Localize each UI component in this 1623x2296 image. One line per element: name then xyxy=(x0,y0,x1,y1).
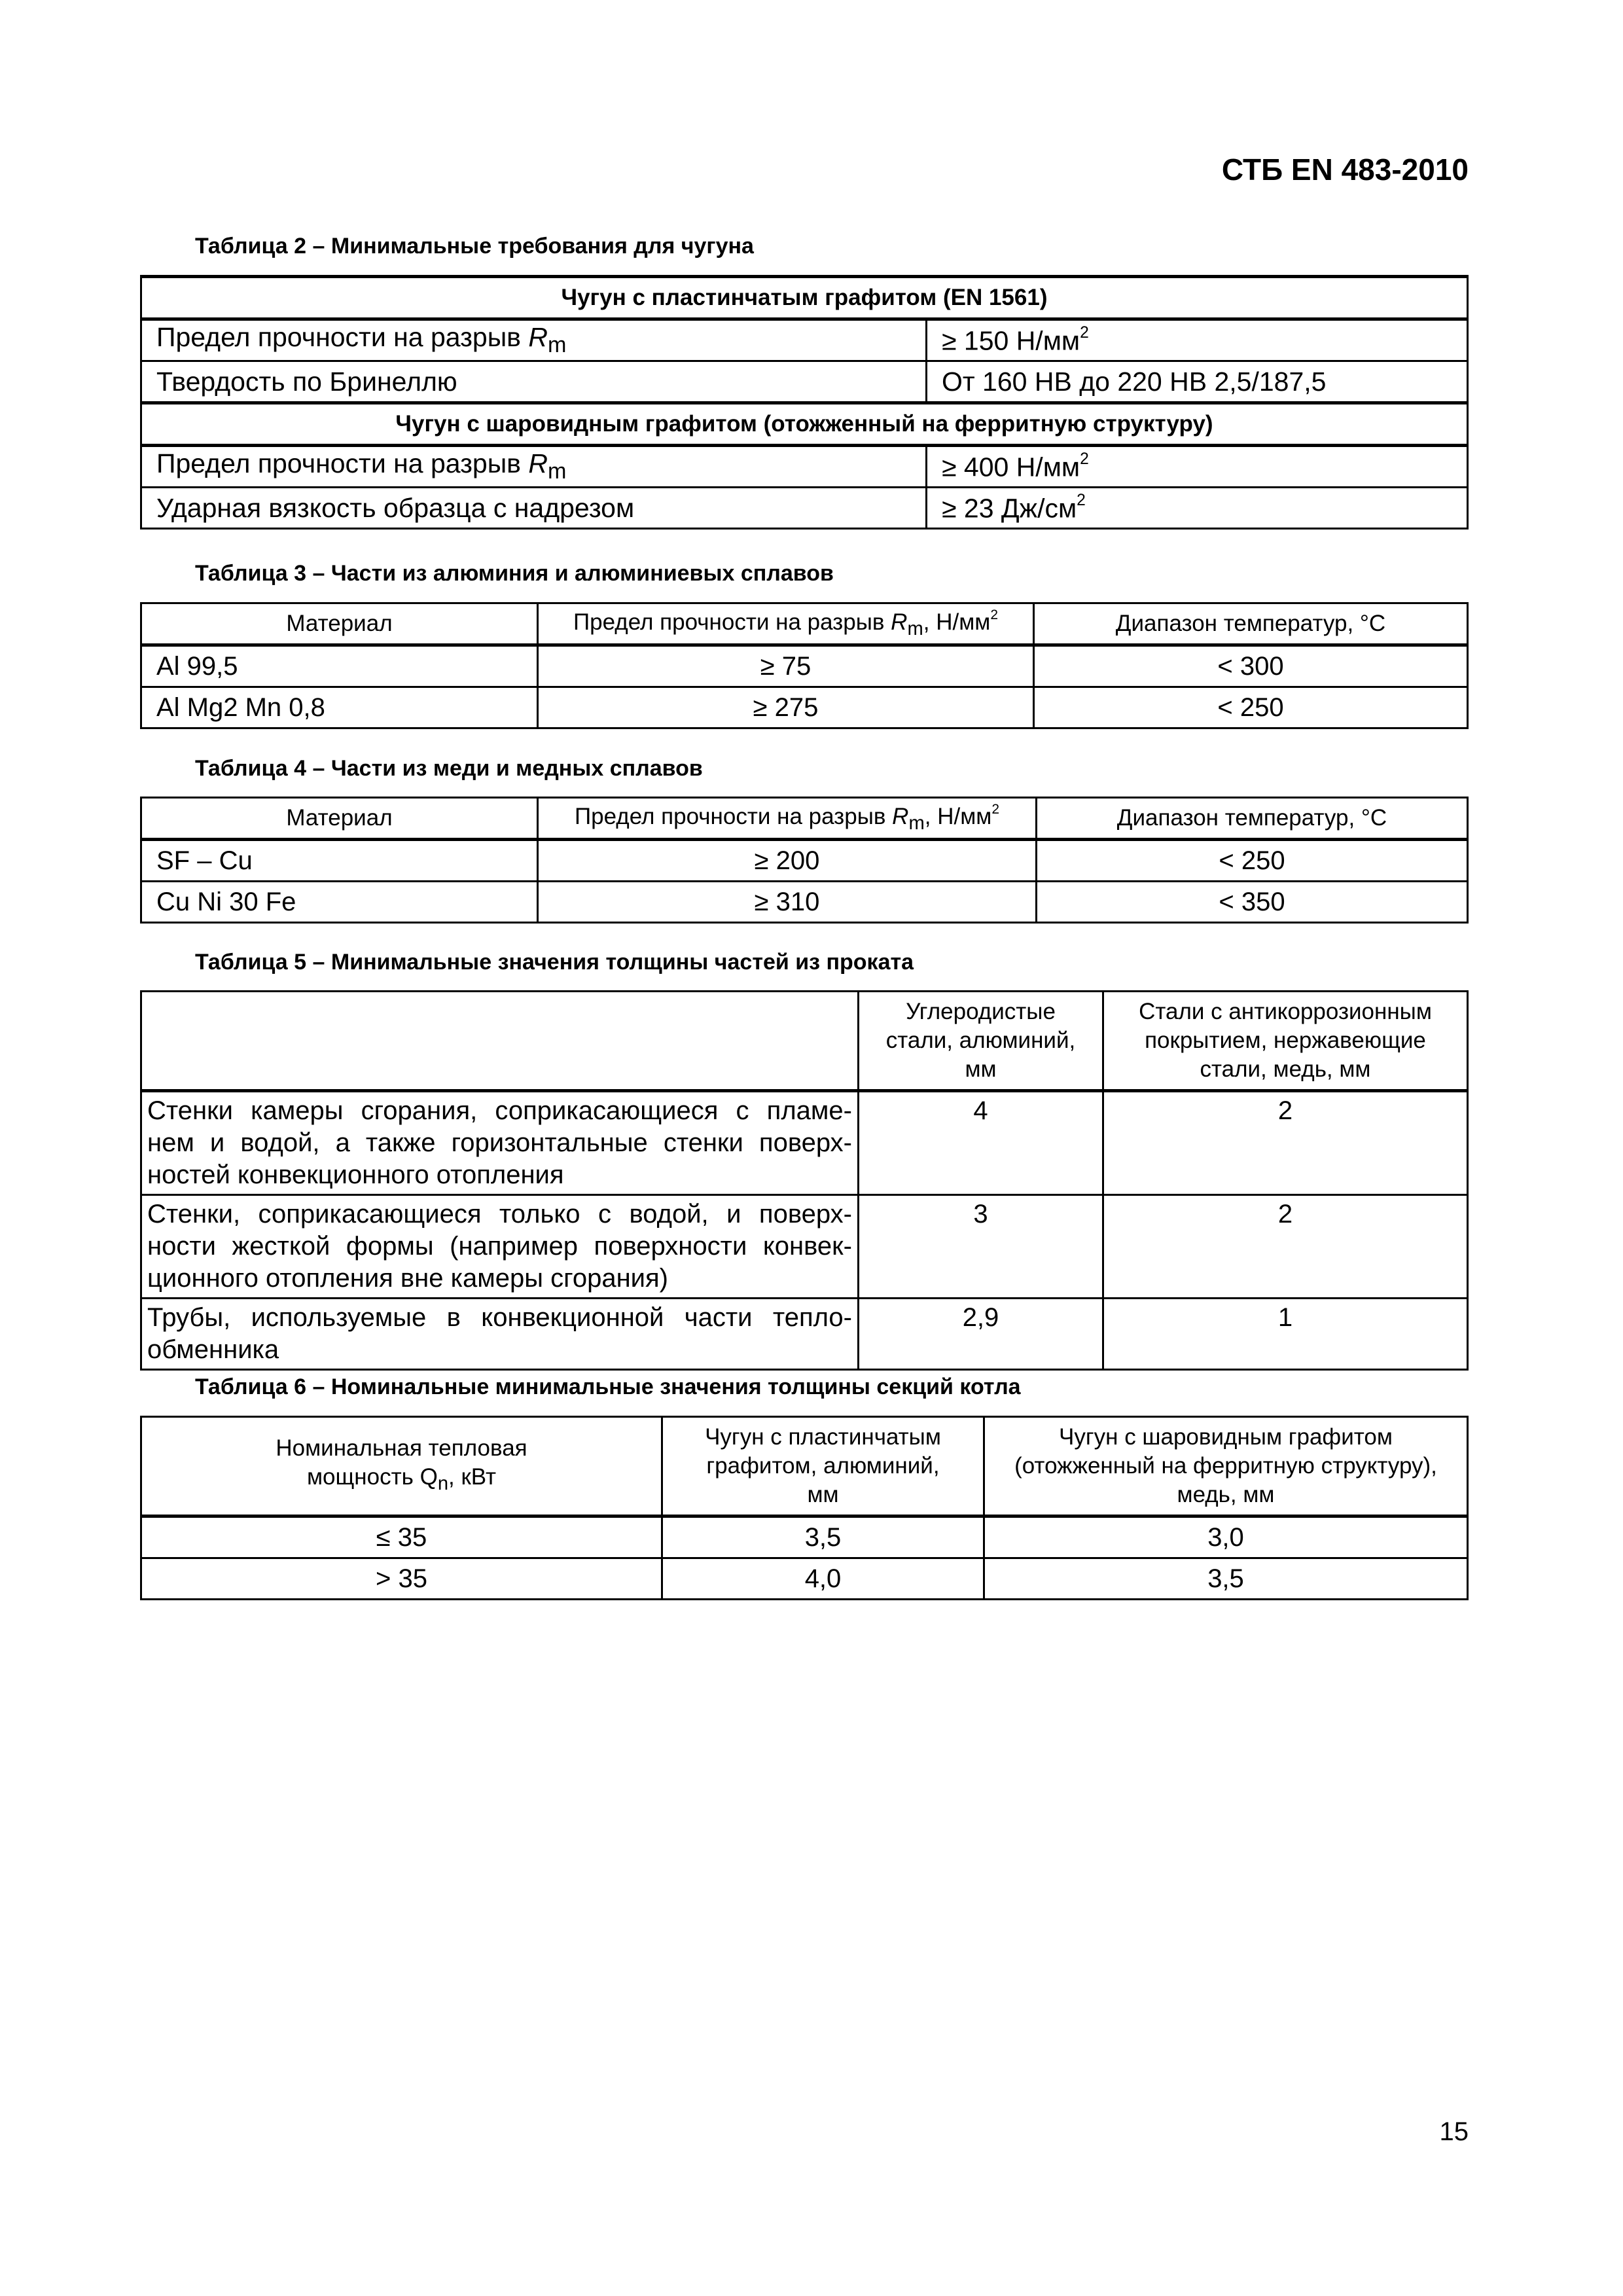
carbon-thickness: 3 xyxy=(859,1195,1103,1299)
header-strength: Предел прочности на разрыв $R_m$, $Н/мм^2$ xyxy=(538,798,1037,840)
header-empty xyxy=(141,992,859,1091)
table-row xyxy=(141,687,1468,728)
table2-section-header xyxy=(141,277,1468,319)
table6 xyxy=(140,1416,1469,1600)
section-label: Чугун с пластинчатым графитом (EN 1561) xyxy=(141,277,1468,319)
property-value: ≥ 400 $Н/мм^2$ xyxy=(927,446,1468,488)
header-temperature: Диапазон температур, °С xyxy=(1037,798,1468,840)
table2 xyxy=(140,275,1469,529)
component-description: Трубы, используемые в конвекционной части тепло- обменника xyxy=(141,1299,859,1370)
header-spheroidal-iron: Чугун с шаровидным графитом (отожженный на ферритную структуру), медь, мм xyxy=(984,1417,1468,1516)
table2-section-header xyxy=(141,403,1468,446)
page-number: 15 xyxy=(1439,2117,1469,2146)
table-header-row xyxy=(141,992,1468,1091)
spheroidal-thickness: 3,5 xyxy=(984,1558,1468,1600)
table-row xyxy=(141,1091,1468,1195)
component-description: Стенки камеры сгорания, соприкасающиеся с пламе- нем и водой, а также горизонтальные стенки поверх- ностей конвекционного отопления xyxy=(141,1091,859,1195)
table3 xyxy=(140,602,1469,729)
section-label: Чугун с шаровидным графитом (отожженный на ферритную структуру) xyxy=(141,403,1468,446)
temperature-cell: < 300 xyxy=(1034,645,1468,687)
header-carbon-steel: Углеродистые стали, алюминий, мм xyxy=(859,992,1103,1091)
strength-cell: ≥ 310 xyxy=(538,882,1037,923)
header-temperature: Диапазон температур, °С xyxy=(1034,603,1468,645)
table-row xyxy=(141,1516,1468,1558)
material-cell: Al 99,5 xyxy=(141,645,538,687)
carbon-thickness: 2,9 xyxy=(859,1299,1103,1370)
header-material: Материал xyxy=(141,603,538,645)
table5-caption: Таблица 5 – Минимальные значения толщины частей из проката xyxy=(195,950,914,975)
stainless-thickness: 2 xyxy=(1103,1091,1468,1195)
lamellar-thickness: 4,0 xyxy=(662,1558,984,1600)
header-nominal-power: Номинальная тепловая мощность $Q_n$, кВт xyxy=(141,1417,662,1516)
table-row xyxy=(141,1299,1468,1370)
table-header-row xyxy=(141,1417,1468,1516)
spheroidal-thickness: 3,0 xyxy=(984,1516,1468,1558)
property-label: Ударная вязкость образца с надрезом xyxy=(141,488,927,529)
temperature-cell: < 250 xyxy=(1034,687,1468,728)
header-strength: Предел прочности на разрыв $R_m$, $Н/мм^2$ xyxy=(538,603,1034,645)
property-label: Предел прочности на разрыв $R_m$ xyxy=(141,446,927,488)
carbon-thickness: 4 xyxy=(859,1091,1103,1195)
table-row xyxy=(141,488,1468,529)
property-value: ≥ 150 $Н/мм^2$ xyxy=(927,319,1468,361)
property-value: От 160 НВ до 220 НВ 2,5/187,5 xyxy=(927,361,1468,403)
table-header-row xyxy=(141,603,1468,645)
property-label: Твердость по Бринеллю xyxy=(141,361,927,403)
table5 xyxy=(140,990,1469,1371)
table-row xyxy=(141,1558,1468,1600)
material-cell: Cu Ni 30 Fe xyxy=(141,882,538,923)
component-description: Стенки, соприкасающиеся только с водой, и поверх- ности жесткой формы (например поверхности конвек- ционного отопления вне камеры сгорания) xyxy=(141,1195,859,1299)
table-row xyxy=(141,319,1468,361)
table-row xyxy=(141,882,1468,923)
material-cell: Al Mg2 Mn 0,8 xyxy=(141,687,538,728)
material-cell: SF – Cu xyxy=(141,840,538,882)
property-value: ≥ 23 $Дж/см^2$ xyxy=(927,488,1468,529)
stainless-thickness: 2 xyxy=(1103,1195,1468,1299)
temperature-cell: < 250 xyxy=(1037,840,1468,882)
table-row xyxy=(141,840,1468,882)
table3-caption: Таблица 3 – Части из алюминия и алюминиевых сплавов xyxy=(195,561,834,586)
property-label: Предел прочности на разрыв $R_m$ xyxy=(141,319,927,361)
header-stainless-steel: Стали с антикоррозионным покрытием, нержавеющие стали, медь, мм xyxy=(1103,992,1468,1091)
table-row xyxy=(141,645,1468,687)
table-header-row xyxy=(141,798,1468,840)
table4 xyxy=(140,797,1469,924)
stainless-thickness: 1 xyxy=(1103,1299,1468,1370)
strength-cell: ≥ 200 xyxy=(538,840,1037,882)
header-material: Материал xyxy=(141,798,538,840)
table6-caption: Таблица 6 – Номинальные минимальные значения толщины секций котла xyxy=(195,1374,1021,1399)
table-row xyxy=(141,361,1468,403)
header-lamellar-iron: Чугун с пластинчатым графитом, алюминий, мм xyxy=(662,1417,984,1516)
power-cell: > 35 xyxy=(141,1558,662,1600)
table4-caption: Таблица 4 – Части из меди и медных сплавов xyxy=(195,756,703,781)
temperature-cell: < 350 xyxy=(1037,882,1468,923)
lamellar-thickness: 3,5 xyxy=(662,1516,984,1558)
document-id: СТБ EN 483-2010 xyxy=(1221,152,1469,187)
table-row xyxy=(141,1195,1468,1299)
strength-cell: ≥ 275 xyxy=(538,687,1034,728)
strength-cell: ≥ 75 xyxy=(538,645,1034,687)
power-cell: ≤ 35 xyxy=(141,1516,662,1558)
table2-caption: Таблица 2 – Минимальные требования для чугуна xyxy=(195,234,754,259)
table-row xyxy=(141,446,1468,488)
